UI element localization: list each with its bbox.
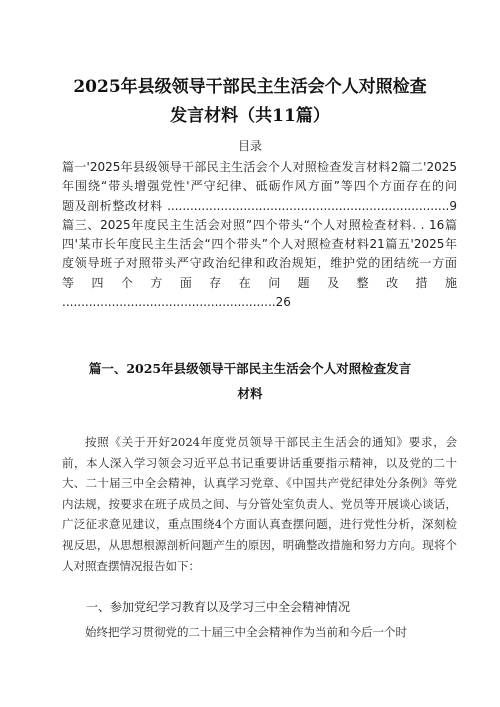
paragraph-text: 始终把学习贯彻党的二十届三中全会精神作为当前和今后一个时 — [85, 625, 407, 639]
section-title-line-2: 材料 — [237, 386, 263, 401]
document-title — [60, 73, 440, 131]
toc-heading: 目录 — [237, 139, 262, 153]
document-title-line-2: 发言材料（共11篇） — [170, 106, 330, 126]
paragraph-text: 按照《关于开好2024年度党员领导干部民主生活会的通知》要求，会前，本人深入学习领会习近平总书记重要讲话重要指示精神，以及党的二十大、二十届三中全会精神，认真学习党章、《中国共产党纪律处分条例》等党内法规，按要求在班子成员之间、与分管处室负责人、党员等开展谈心谈话，广泛征求意见建议，重点围绕4个方面认真查摆问题，进行党性分析，深刻检视反思，从思想根源剖析问题产生的原因，明确整改措施和努力方向。现将个人对照查摆情况报告如下： — [62, 435, 457, 573]
section-title-line-1: 篇一、2025年县级领导干部民主生活会个人对照检查发言 — [88, 361, 412, 376]
toc-line[interactable]: 篇三、2025年度民主生活会对照”四个带头“个人对照检查材料. . 16篇 — [62, 217, 457, 232]
toc-line[interactable]: 篇一'2025年县级领导干部民主生活会个人对照检查发言材料2篇二'2025 — [62, 160, 457, 174]
toc-line[interactable]: 度领导班子对照带头严守政治纪律和政治规矩，维护党的团结统一方面 — [62, 256, 457, 271]
toc-line[interactable]: 年围绕“带头增强党性'严守纪律、砥砺作风方面”等四个方面存在的问 — [62, 179, 457, 194]
section-title — [80, 356, 420, 406]
toc-line[interactable]: 题及剖析整改材料 ..........................................................................9 — [62, 198, 457, 213]
toc-line[interactable]: 四'某市长年度民主生活会“四个带头”个人对照检查材料21篇五'2025年 — [62, 237, 457, 252]
section-subheading: 一、参加党纪学习教育以及学习三中全会精神情况 — [86, 600, 351, 614]
body-paragraph — [62, 432, 457, 576]
document-title-line-1: 2025年县级领导干部民主生活会个人对照检查 — [73, 77, 427, 97]
body-paragraph — [62, 622, 457, 643]
toc-line[interactable]: 等四个方面存在问题及整改措施 ........................................................26 — [62, 275, 457, 310]
table-of-contents — [62, 158, 457, 312]
